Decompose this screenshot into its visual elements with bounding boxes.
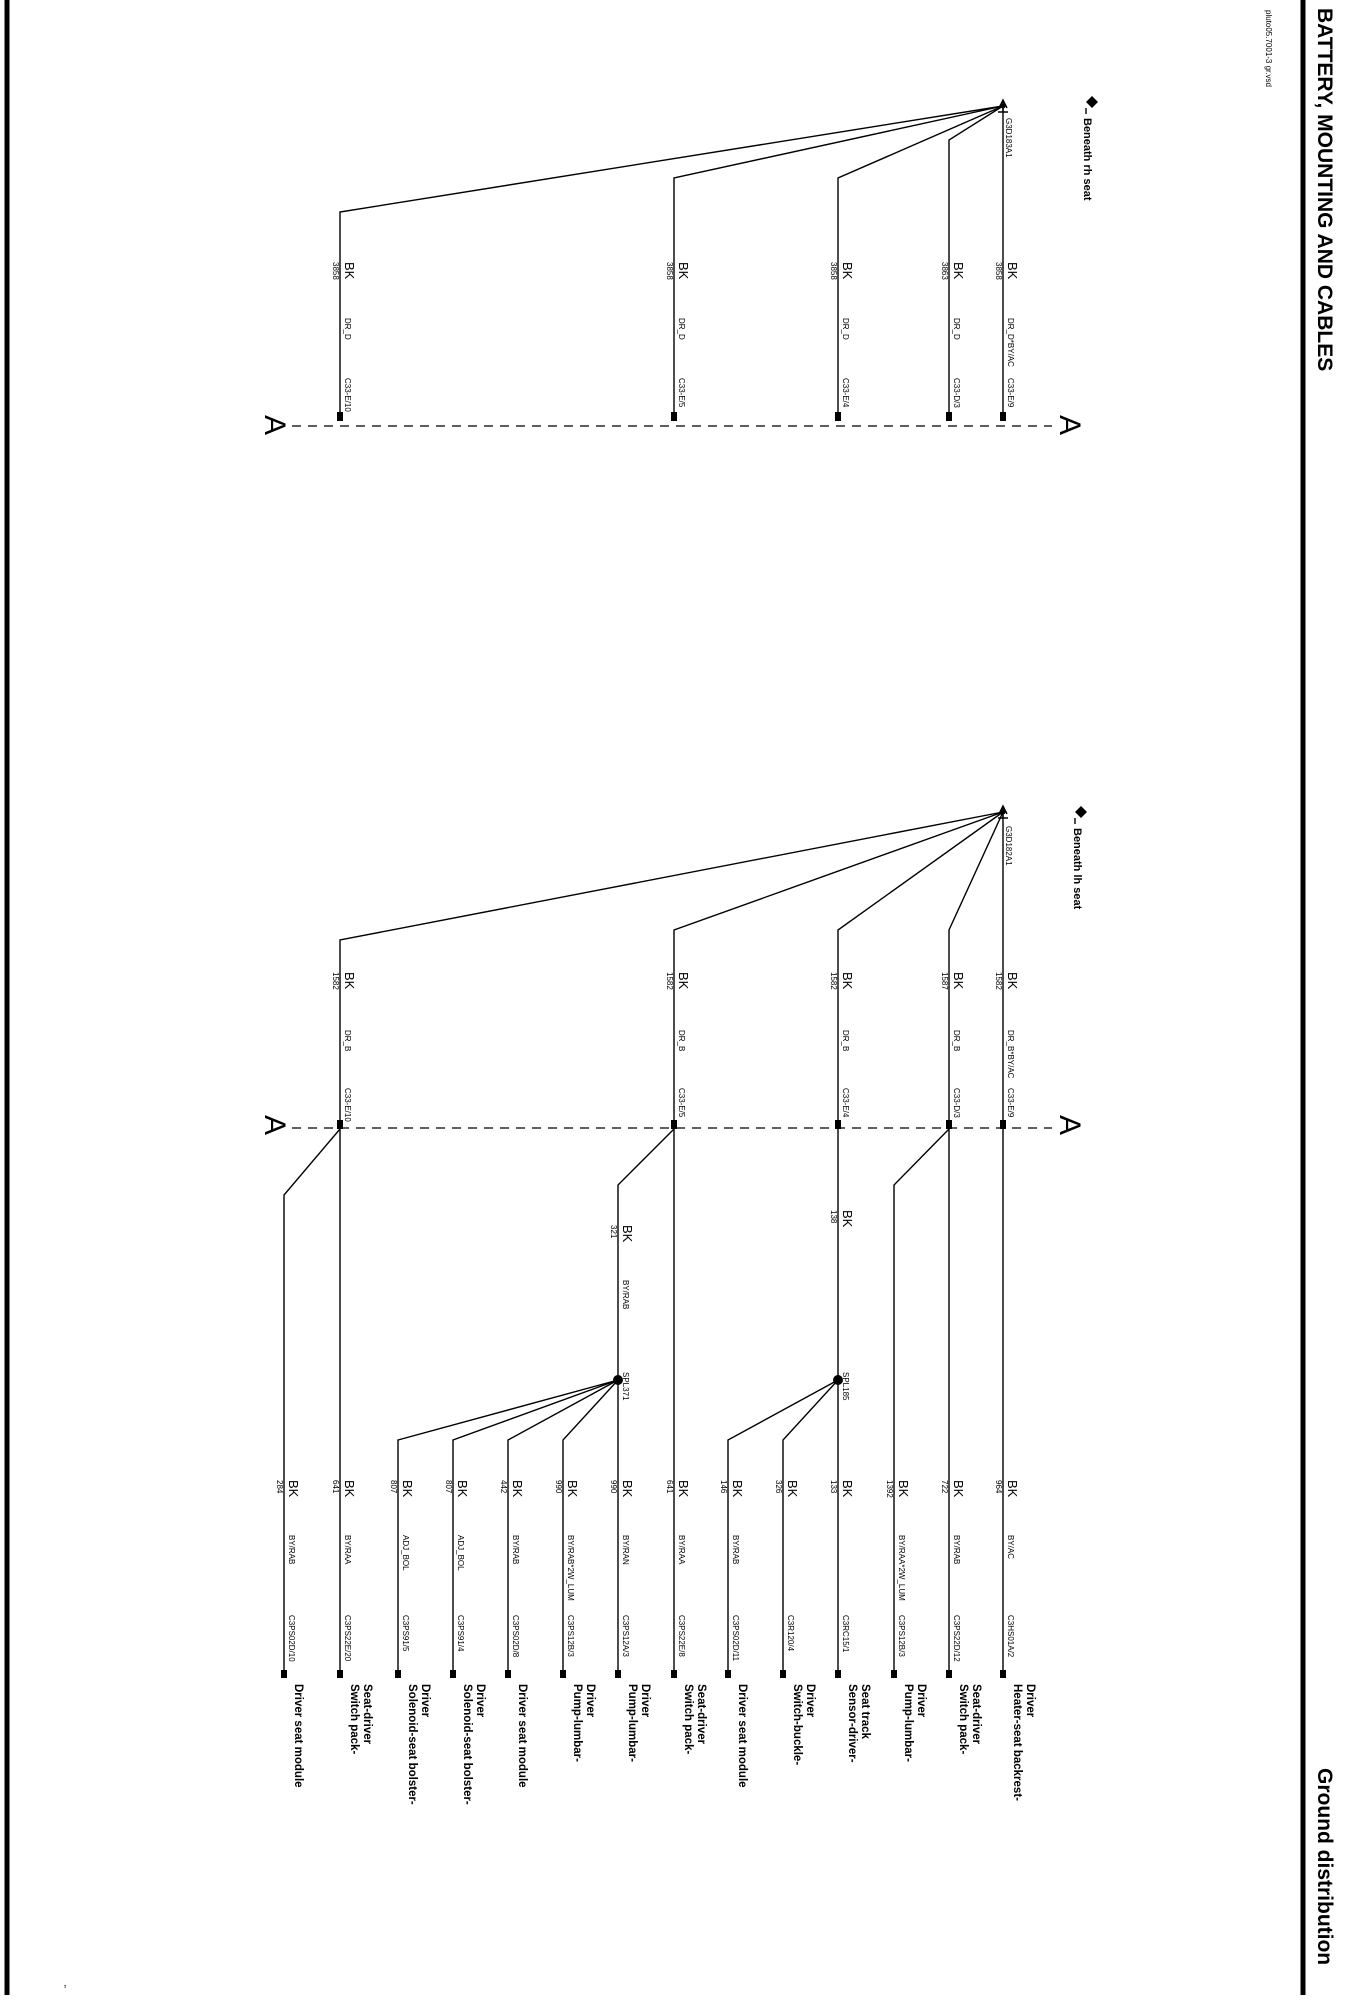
component-13-label: Switch pack-Seat-driver <box>348 1684 373 1755</box>
upper-wire-2-color: BK <box>951 262 966 280</box>
upper-wire-2-circuit: DR_D <box>952 318 961 340</box>
component-1-label: Heater-seat backrest-Driver <box>1011 1684 1036 1801</box>
upper-connector-3 <box>835 412 841 421</box>
mid-wire-321-number: 321 <box>609 1225 618 1239</box>
lower-wire-4-color: BK <box>676 972 691 990</box>
branch-12-number: 807 <box>389 1480 398 1494</box>
terminal-8 <box>615 1670 621 1678</box>
branch-10-color: BK <box>510 1480 525 1498</box>
upper-wire-5 <box>340 106 1003 412</box>
lower-wire-3 <box>838 812 1003 1120</box>
branch-2-number: 722 <box>940 1480 949 1494</box>
component-14-label: Driver seat module <box>292 1684 304 1788</box>
terminal-10 <box>505 1670 511 1678</box>
branch-1-circuit: BY/AC <box>1006 1535 1015 1560</box>
branch-2-color: BK <box>951 1480 966 1498</box>
upper-cut-mark-right: A <box>1053 415 1086 436</box>
branch-wire-module-c <box>284 1129 340 1670</box>
branch-11-connector: C3PS91/4 <box>456 1615 465 1652</box>
branch-10-circuit: BY/RAB <box>511 1535 520 1565</box>
branch-7-number: 641 <box>665 1480 674 1494</box>
branch-14-circuit: BY/RAB <box>287 1535 296 1565</box>
upper-wire-3-number: 3858 <box>829 262 838 280</box>
branch-13-circuit: BY/RAA <box>343 1535 352 1565</box>
upper-wire-3-circuit: DR_D <box>841 318 850 340</box>
branch-14-connector: C3PS02D/10 <box>287 1615 296 1662</box>
upper-ground-id: G3D183A1 <box>1004 118 1013 158</box>
branch-7-color: BK <box>676 1480 691 1498</box>
branch-2-connector: C3PS22D/12 <box>952 1615 961 1662</box>
branch-5-connector: C3R120/4 <box>786 1615 795 1652</box>
upper-wire-4-color: BK <box>676 262 691 280</box>
branch-12-color: BK <box>400 1480 415 1498</box>
branch-14-color: BK <box>286 1480 301 1498</box>
branch-11-circuit: ADJ_BOL <box>456 1535 465 1571</box>
lower-wire-5 <box>340 812 1003 1120</box>
upper-wire-4-connector: C33-E/5 <box>677 378 686 408</box>
upper-wire-5-circuit: DR_D <box>343 318 352 340</box>
branch-4-connector: C3RC15/1 <box>841 1615 850 1653</box>
lower-wire-5-circuit: DR_B <box>343 1030 352 1052</box>
upper-cut-mark-left: A <box>258 415 291 436</box>
component-5-label: Switch-buckle-Driver <box>791 1684 816 1766</box>
lower-location-diamond <box>1075 806 1087 818</box>
branch-wire-solenoid-a <box>453 1380 618 1670</box>
branch-9-color: BK <box>565 1480 580 1498</box>
component-3-label: Pump-lumbar-Driver <box>902 1684 927 1762</box>
lower-cut-mark-right: A <box>1053 1115 1086 1136</box>
branch-12-connector: C3PS91/5 <box>401 1615 410 1652</box>
branch-6-number: 146 <box>719 1480 728 1494</box>
branch-14-number: 284 <box>275 1480 284 1494</box>
terminal-5 <box>780 1670 786 1678</box>
branch-6-color: BK <box>730 1480 745 1498</box>
upper-wire-3 <box>838 106 1003 412</box>
branch-10-number: 442 <box>499 1480 508 1494</box>
lower-wire-1-number: 1582 <box>994 972 1003 990</box>
doc-reference: pluto05.7001-3 gr.vsd <box>1264 10 1273 87</box>
branch-4-number: 133 <box>829 1480 838 1494</box>
lower-wire-1-color: BK <box>1005 972 1020 990</box>
mid-wire-138-number: 138 <box>829 1210 838 1224</box>
branch-3-connector: C3PS12B/3 <box>897 1615 906 1657</box>
upper-connector-5 <box>337 412 343 421</box>
lower-wire-2-connector: C33-D/3 <box>952 1088 961 1118</box>
branch-12-circuit: ADJ_BOL <box>401 1535 410 1571</box>
upper-wire-3-connector: C33-E/4 <box>841 378 850 408</box>
branch-8-color: BK <box>620 1480 635 1498</box>
upper-connector-1 <box>1000 412 1006 421</box>
branch-13-connector: C3PS22E/20 <box>343 1615 352 1662</box>
terminal-13 <box>337 1670 343 1678</box>
lower-wire-5-number: 1582 <box>331 972 340 990</box>
lower-ground-group <box>258 806 1087 1135</box>
terminal-2 <box>946 1670 952 1678</box>
terminal-3 <box>891 1670 897 1678</box>
branch-8-circuit: BY/RAN <box>621 1535 630 1565</box>
upper-ground-location: Beneath rh seat <box>1081 118 1093 201</box>
branch-13-color: BK <box>342 1480 357 1498</box>
lower-wire-1-circuit: DR_B*BY/AC <box>1006 1030 1015 1079</box>
lower-wire-3-circuit: DR_B <box>841 1030 850 1052</box>
upper-wire-1-color: BK <box>1005 262 1020 280</box>
lower-wire-2-color: BK <box>951 972 966 990</box>
branch-3-number: 1392 <box>885 1480 894 1498</box>
terminal-14 <box>281 1670 287 1678</box>
splice-spl371-label: SPL371 <box>621 1372 630 1401</box>
component-9-label: Pump-lumbar-Driver <box>571 1684 596 1762</box>
upper-wire-1-number: 3858 <box>994 262 1003 280</box>
component-2-label: Switch pack-Seat-driver <box>957 1684 982 1755</box>
upper-wire-4-number: 3858 <box>665 262 674 280</box>
terminal-11 <box>450 1670 456 1678</box>
upper-wire-5-color: BK <box>342 262 357 280</box>
lower-wire-2-number: 1587 <box>940 972 949 990</box>
component-12-label: Solenoid-seat bolster-Driver <box>406 1684 431 1805</box>
page-footnote: " <box>58 1985 67 1988</box>
upper-wire-2-connector: C33-D/3 <box>952 378 961 408</box>
branch-4-color: BK <box>840 1480 855 1498</box>
lower-wire-3-color: BK <box>840 972 855 990</box>
branch-1-color: BK <box>1005 1480 1020 1498</box>
terminal-6 <box>725 1670 731 1678</box>
upper-wire-2 <box>949 106 1003 412</box>
upper-wire-5-number: 3858 <box>331 262 340 280</box>
upper-ground-group <box>258 96 1098 435</box>
lower-wire-4-circuit: DR_B <box>677 1030 686 1052</box>
component-8-label: Pump-lumbar-Driver <box>626 1684 651 1762</box>
terminal-4 <box>835 1670 841 1678</box>
lower-wire-3-connector: C33-E/4 <box>841 1088 850 1118</box>
lower-wire-2 <box>949 812 1003 1120</box>
branch-11-number: 807 <box>444 1480 453 1494</box>
lower-wire-5-connector: C33-E/10 <box>343 1088 352 1122</box>
lower-wire-4-number: 1582 <box>665 972 674 990</box>
lower-wire-4-connector: C33-E/5 <box>677 1088 686 1118</box>
branch-5-number: 326 <box>774 1480 783 1494</box>
branch-1-number: 964 <box>994 1480 1003 1494</box>
branch-9-number: 990 <box>554 1480 563 1494</box>
mid-wire-138-color: BK <box>840 1210 855 1228</box>
terminal-9 <box>560 1670 566 1678</box>
upper-connector-2 <box>946 412 952 421</box>
upper-wire-2-number: 3863 <box>940 262 949 280</box>
branch-3-color: BK <box>896 1480 911 1498</box>
branch-6-circuit: BY/RAB <box>731 1535 740 1565</box>
branch-5-color: BK <box>785 1480 800 1498</box>
branch-7-connector: C3PS22E/8 <box>677 1615 686 1657</box>
branch-7-circuit: BY/RAA <box>677 1535 686 1565</box>
branch-13-number: 641 <box>331 1480 340 1494</box>
upper-wire-1-connector: C33-E/9 <box>1006 378 1015 408</box>
lower-cut-mark-left: A <box>258 1115 291 1136</box>
upper-connector-4 <box>671 412 677 421</box>
section-title: BATTERY, MOUNTING AND CABLES <box>1313 8 1336 372</box>
branch-8-connector: C3PS12A/3 <box>621 1615 630 1657</box>
branch-10-connector: C3PS02D/8 <box>511 1615 520 1658</box>
branch-3-circuit: BY/RAA*2W_LUM <box>897 1535 906 1601</box>
branch-1-connector: C3HS01A/2 <box>1006 1615 1015 1658</box>
terminal-7 <box>671 1670 677 1678</box>
branch-2-circuit: BY/RAB <box>952 1535 961 1565</box>
mid-wire-321-color: BK <box>620 1225 635 1243</box>
branch-9-connector: C3PS12B/3 <box>566 1615 575 1657</box>
upper-wire-4-circuit: DR_D <box>677 318 686 340</box>
component-10-label: Driver seat module <box>516 1684 528 1788</box>
component-11-label: Solenoid-seat bolster-Driver <box>461 1684 486 1805</box>
upper-wire-1-circuit: DR_D*BY/AC <box>1006 318 1015 367</box>
upper-wire-5-connector: C33-E/10 <box>343 378 352 412</box>
page-title: Ground distribution <box>1313 1768 1336 1966</box>
branch-6-connector: C3PS02D/11 <box>731 1615 740 1662</box>
terminal-1 <box>1000 1670 1006 1678</box>
branch-group <box>275 1129 1036 1805</box>
component-6-label: Driver seat module <box>736 1684 748 1788</box>
upper-location-diamond <box>1086 96 1098 108</box>
branch-11-color: BK <box>455 1480 470 1498</box>
component-4-label: Sensor-driver-Seat track <box>846 1684 871 1763</box>
lower-ground-location: Beneath lh seat <box>1071 828 1083 910</box>
branch-8-number: 990 <box>609 1480 618 1494</box>
component-7-label: Switch pack-Seat-driver <box>682 1684 707 1755</box>
mid-wire-321 <box>618 1129 674 1380</box>
lower-ground-id: G3D182A1 <box>1004 826 1013 866</box>
lower-wire-1-connector: C33-E/9 <box>1006 1088 1015 1118</box>
lower-wire-3-number: 1582 <box>829 972 838 990</box>
lower-wire-5-color: BK <box>342 972 357 990</box>
terminal-12 <box>395 1670 401 1678</box>
lower-wire-2-circuit: DR_B <box>952 1030 961 1052</box>
splice-spl185-label: SPL185 <box>841 1372 850 1401</box>
upper-wire-3-color: BK <box>840 262 855 280</box>
branch-9-circuit: BY/RAB*2W_LUM <box>566 1535 575 1601</box>
mid-wire-321-circuit: BY/RAB <box>621 1280 630 1310</box>
